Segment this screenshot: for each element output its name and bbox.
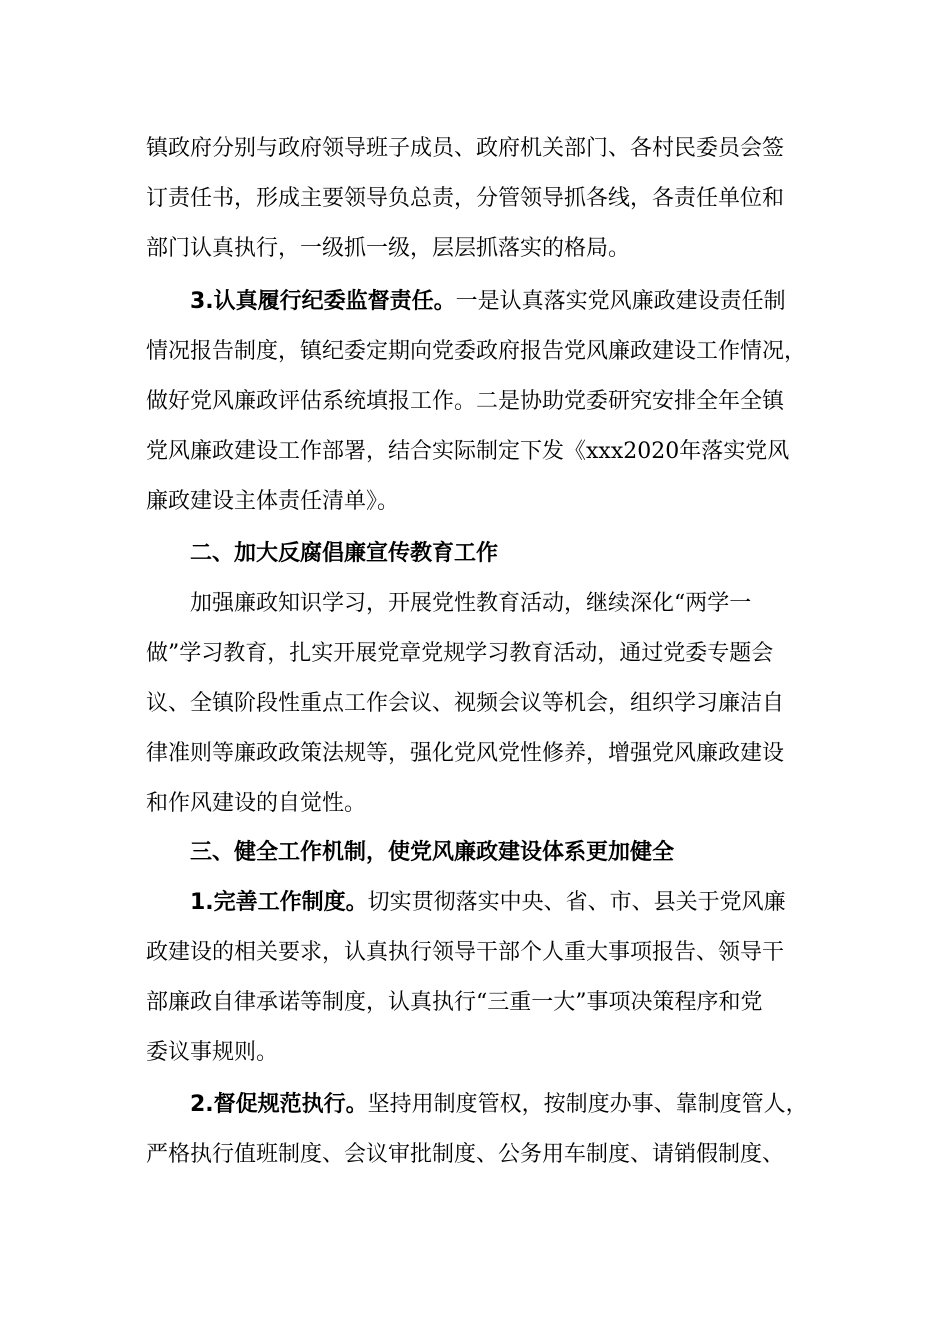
section-title: 三、健全工作机制，使党风廉政建设体系更加健全 xyxy=(190,840,675,865)
body-line: 情况报告制度，镇纪委定期向党委政府报告党风廉政建设工作情况， xyxy=(146,339,807,364)
body-line: 党风廉政建设工作部署，结合实际制定下发《xxx2020年落实党风 xyxy=(146,439,790,464)
paragraph-first-line xyxy=(190,1092,808,1118)
body-line: 订责任书，形成主要领导负总责，分管领导抓各线，各责任单位和 xyxy=(146,186,785,211)
body-line: 镇政府分别与政府领导班子成员、政府机关部门、各村民委员会签 xyxy=(146,136,785,161)
section-title: 二、加大反腐倡廉宣传教育工作 xyxy=(190,541,499,566)
item-heading: 2.督促规范执行。 xyxy=(190,1092,368,1117)
body-line: 和作风建设的自觉性。 xyxy=(146,791,367,816)
body-line: 严格执行值班制度、会议审批制度、公务用车制度、请销假制度、 xyxy=(146,1142,785,1167)
body-text: 坚持用制度管权，按制度办事、靠制度管人， xyxy=(367,1092,808,1117)
body-line: 律准则等廉政政策法规等，强化党风党性修养，增强党风廉政建设 xyxy=(146,741,785,766)
body-text: 一是认真落实党风廉政建设责任制 xyxy=(455,289,786,314)
body-line: 议、全镇阶段性重点工作会议、视频会议等机会，组织学习廉洁自 xyxy=(146,691,785,716)
body-line: 政建设的相关要求，认真执行领导干部个人重大事项报告、领导干 xyxy=(146,940,785,965)
body-line: 部门认真执行，一级抓一级，层层抓落实的格局。 xyxy=(146,236,631,261)
paragraph-first-line xyxy=(190,289,786,315)
body-text: 切实贯彻落实中央、省、市、县关于党风廉 xyxy=(367,890,786,915)
body-line: 廉政建设主体责任清单》。 xyxy=(146,489,400,514)
body-line: 做好党风廉政评估系统填报工作。二是协助党委研究安排全年全镇 xyxy=(146,389,785,414)
body-line: 加强廉政知识学习，开展党性教育活动，继续深化“两学一 xyxy=(190,591,752,616)
item-heading: 3.认真履行纪委监督责任。 xyxy=(190,289,456,314)
paragraph-first-line xyxy=(190,890,786,916)
body-line: 部廉政自律承诺等制度，认真执行“三重一大”事项决策程序和党 xyxy=(146,990,763,1015)
body-line: 委议事规则。 xyxy=(146,1040,279,1065)
item-heading: 1.完善工作制度。 xyxy=(190,890,368,915)
body-line: 做”学习教育，扎实开展党章党规学习教育活动，通过党委专题会 xyxy=(146,641,774,666)
